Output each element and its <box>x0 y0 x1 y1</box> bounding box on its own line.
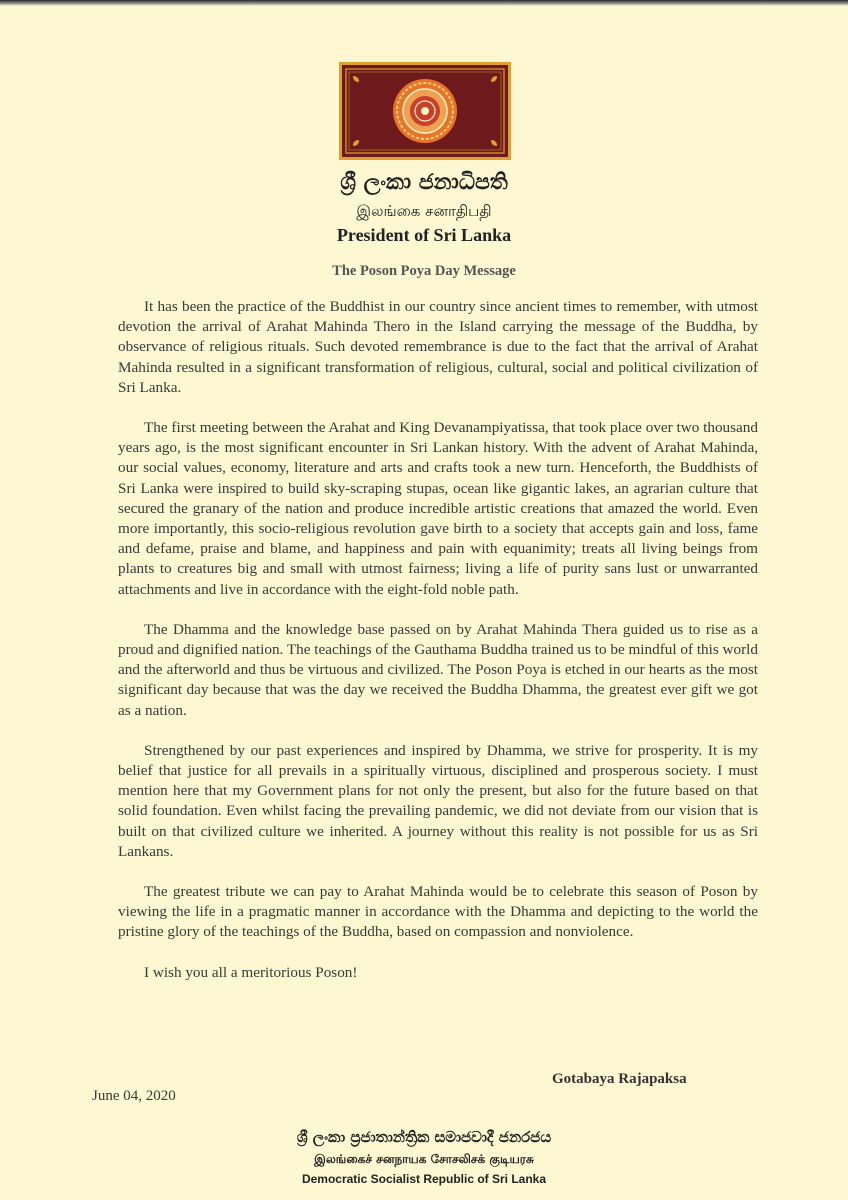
header-title-english: President of Sri Lanka <box>336 225 512 245</box>
message-paragraph: Strengthened by our past experiences and inspired by Dhamma, we strive for prosperity. It is my belief that justice for all prevails in a spiritually virtuous, disciplined and prosperous society. I must mention here that my Government plans for not only the present, but also for the future based on that solid foundation. Even whilst facing the prevailing pandemic, we did not deviate from our vision that is built on that civilized culture we inherited. A journey without this reality is not possible for us as Sri Lankans. <box>118 741 758 860</box>
page-top-edge <box>0 0 848 6</box>
message-date: June 04, 2020 <box>92 1088 176 1104</box>
message-paragraph: It has been the practice of the Buddhist in our country since ancient times to remember, with utmost devotion the arrival of Arahat Mahinda Thero in the Island carrying the message of the Buddha, by observance of religious rituals. Such devoted remembrance is due to the fact that the arrival of Arahat Mahinda resulted in a significant transformation of religious, cultural, social and political civilization of Sri Lanka. <box>118 298 758 396</box>
message-paragraph: I wish you all a meritorious Poson! <box>144 963 358 981</box>
footer-sinhala: ශ්‍රී ලංකා ප්‍රජාතාන්ත්‍රික සමාජවාදී ජනරජය <box>296 1128 552 1146</box>
message-paragraph: The first meeting between the Arahat and King Devanampiyatissa, that took place over two thousand years ago, is the most significant encounter in Sri Lankan history. With the advent of Arahat Mahinda, our social values, economy, literature and arts and crafts took a new turn. Henceforth, the Buddhists of Sri Lanka were inspired to build sky-scraping stupas, ocean like gigantic lakes, an agrarian culture that secured the granary of the nation and produce incredible artistic creations that amazed the world. Even more importantly, this socio-religious revolution gave birth to a society that accepts gain and loss, fame and defame, praise and blame, and happiness and pain with equanimity; treats all living beings from plants to creatures big and small with utmost fairness; living a life of purity sans lust or unwarranted attachments and live in accordance with the eight-fold noble path. <box>118 419 758 598</box>
message-paragraph: The Dhamma and the knowledge base passed on by Arahat Mahinda Thera guided us to rise as a proud and dignified nation. The teachings of the Gauthama Buddha trained us to be mindful of this world and the afterworld and thus be virtuous and civilized. The Poson Poya is etched in our hearts as the most significant day because that was the day we received the Buddha Dhamma, the greatest ever gift we got as a nation. <box>118 620 758 719</box>
header-title-sinhala: ශ්‍රී ලංකා ජනාධිපති <box>340 170 508 195</box>
presidential-emblem-icon <box>339 62 511 160</box>
footer-english: Democratic Socialist Republic of Sri Lanka <box>301 1172 547 1186</box>
message-title: The Poson Poya Day Message <box>332 263 516 279</box>
signature-name: Gotabaya Rajapaksa <box>552 1071 687 1087</box>
message-paragraph: The greatest tribute we can pay to Arahat Mahinda would be to celebrate this season of Poson by viewing the life in a pragmatic manner in accordance with the Dhamma and depicting to the world the pristine glory of the teachings of the Buddha, based on compassion and nonviolence. <box>118 883 758 941</box>
header-title-tamil: இலங்கை சனாதிபதி <box>356 202 492 220</box>
message-body <box>118 297 758 1003</box>
footer-tamil: இலங்கைச் சனநாயக சோசலிசக் குடியரசு <box>314 1152 534 1166</box>
